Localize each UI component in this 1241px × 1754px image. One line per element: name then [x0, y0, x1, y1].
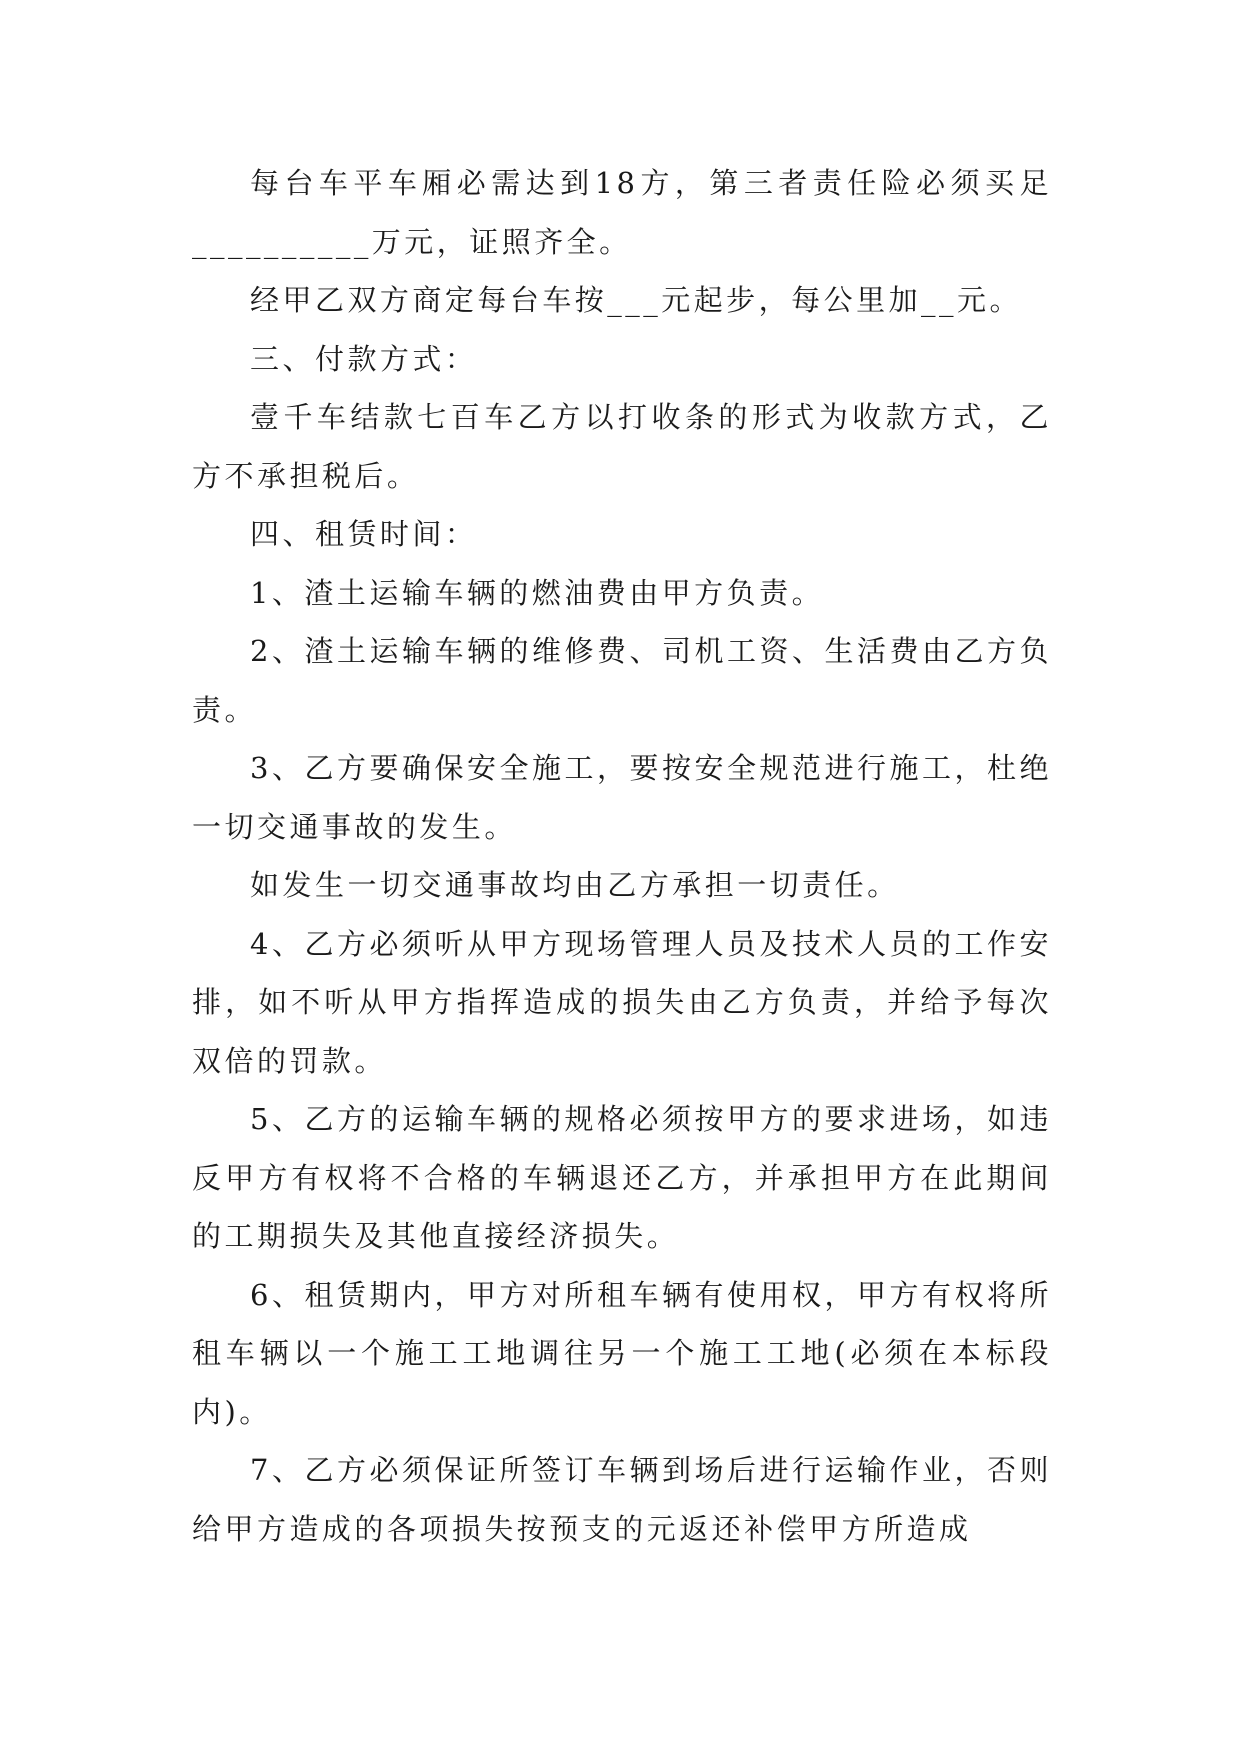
paragraph-payment-terms: 壹千车结款七百车乙方以打收条的形式为收款方式，乙方不承担税后。 — [192, 400, 1052, 493]
section-heading-lease-time: 四、租赁时间： — [250, 517, 478, 551]
paragraph-accident-liability: 如发生一切交通事故均由乙方承担一切责任。 — [250, 868, 900, 902]
clause-5-vehicle-specs: 5、乙方的运输车辆的规格必须按甲方的要求进场，如违反甲方有权将不合格的车辆退还乙方，并承担甲方在此期间的工期损失及其他直接经济损失。 — [192, 1102, 1052, 1253]
clause-3-safety: 3、乙方要确保安全施工，要按安全规范进行施工，杜绝一切交通事故的发生。 — [192, 751, 1052, 844]
section-heading-payment: 三、付款方式： — [250, 341, 478, 376]
clause-7-transport-guarantee: 7、乙方必须保证所签订车辆到场后进行运输作业，否则给甲方造成的各项损失按预支的元返还补偿甲方所造成 — [192, 1453, 1052, 1546]
clause-1-fuel: 1、渣土运输车辆的燃油费由甲方负责。 — [250, 575, 825, 610]
clause-4-obey-management: 4、乙方必须听从甲方现场管理人员及技术人员的工作安排，如不听从甲方指挥造成的损失由乙方负责，并给予每次双倍的罚款。 — [192, 926, 1052, 1078]
clause-6-usage-rights: 6、租赁期内，甲方对所租车辆有使用权，甲方有权将所租车辆以一个施工工地调往另一个施工工地(必须在本标段内)。 — [192, 1277, 1052, 1429]
paragraph-vehicle-requirements: 每台车平车厢必需达到18方，第三者责任险必须买足__________万元，证照齐全。 — [192, 166, 1052, 259]
paragraph-pricing: 经甲乙双方商定每台车按___元起步，每公里加__元。 — [250, 283, 1022, 317]
clause-2-maintenance: 2、渣土运输车辆的维修费、司机工资、生活费由乙方负责。 — [192, 634, 1052, 727]
document-page — [192, 154, 1052, 1558]
